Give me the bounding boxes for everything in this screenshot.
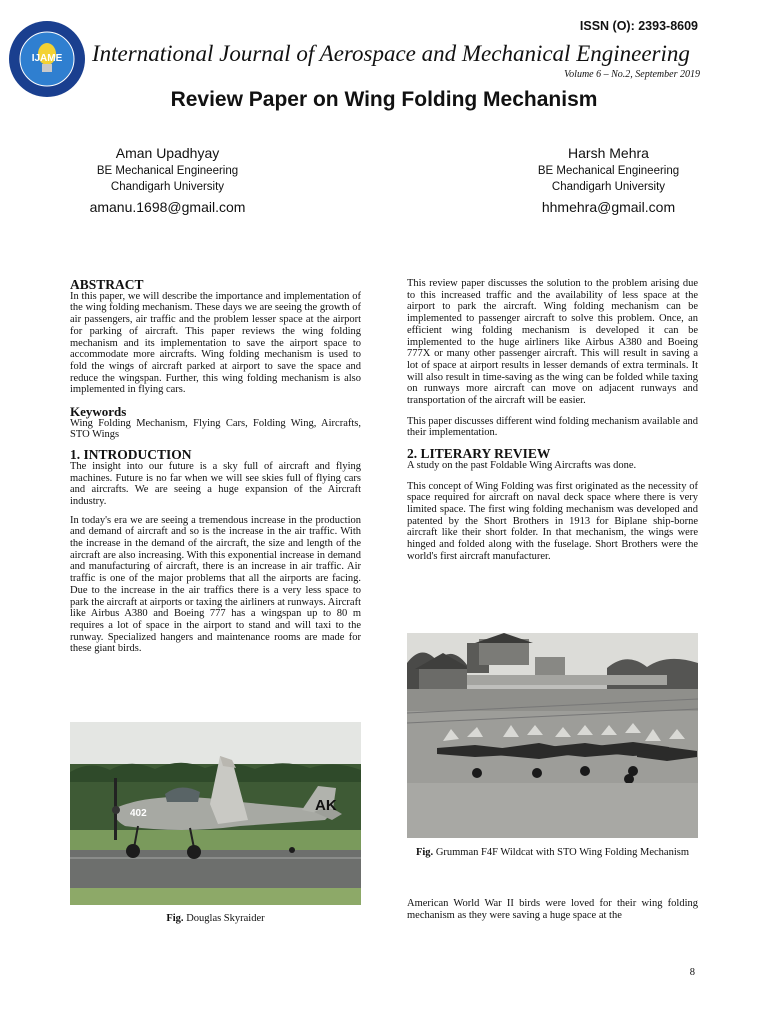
issn: ISSN (O): 2393-8609	[579, 19, 698, 33]
body-paragraph: American World War II birds were loved for their wing folding mechanism as they were saving a huge space at the	[407, 898, 698, 921]
keywords-heading: Keywords	[70, 404, 127, 420]
journal-logo	[8, 20, 86, 98]
body-paragraph: This paper discusses different wind folding mechanism available and their implementation.	[407, 415, 698, 439]
figure-label: Fig.	[166, 913, 184, 924]
nose-code: 402	[130, 808, 147, 819]
volume-info: Volume 6 – No.2, September 2019	[564, 69, 700, 80]
abstract-heading: ABSTRACT	[70, 277, 144, 292]
author-dept: BE Mechanical Engineering	[537, 165, 680, 177]
skyraider-photo	[70, 722, 361, 905]
keywords-text: Wing Folding Mechanism, Flying Cars, Folding Wing, Aircrafts, STO Wings	[70, 417, 361, 441]
literary-review-heading: 2. LITERARY REVIEW	[407, 446, 551, 462]
figure-caption-2	[407, 846, 698, 859]
figure-caption-text: Douglas Skyraider	[183, 913, 265, 924]
author-email[interactable]: hhmehra@gmail.com	[541, 199, 676, 215]
left-column	[70, 279, 361, 655]
author-university: Chandigarh University	[551, 181, 666, 193]
logo-text: IJAME	[31, 53, 63, 64]
author-2	[501, 145, 716, 215]
wildcat-photo	[407, 633, 698, 838]
figure-caption-text: Grumman F4F Wildcat with STO Wing Folding Mechanism	[433, 847, 690, 858]
figure-label: Fig.	[415, 847, 434, 858]
author-name: Aman Upadhyay	[115, 145, 220, 161]
figure-caption-1	[70, 912, 361, 925]
introduction-paragraph: The insight into our future is a sky full of aircraft and flying machines. Future is no far when we will see skies full of flying cars and aircrafts. We are seeing a huge expansion of the Aircraft industry.	[70, 460, 361, 507]
author-name: Harsh Mehra	[568, 145, 649, 161]
introduction-heading: 1. INTRODUCTION	[70, 447, 192, 463]
paper-title: Review Paper on Wing Folding Mechanism	[170, 88, 598, 111]
body-paragraph: This concept of Wing Folding was first originated as the necessity of space required for aircraft on naval deck space where there is very limited space. The first wing folding mechanism was developed and patented by the Short Brothers in 1913 for Biplane ship-borne aircraft like their short folder. In that mechanism, the wings were hinged and folded along with the fuselage. Short Brothers were the world's first aircraft manufacturer.	[407, 480, 698, 562]
body-paragraph: A study on the past Foldable Wing Aircrafts was done.	[407, 459, 637, 471]
author-university: Chandigarh University	[110, 181, 225, 193]
body-paragraph: This review paper discusses the solution to the problem arising due to this increased traffic and the availability of less space at the airport to park the aircraft. Wing folding mechanism can be implemented to passenger aircraft to solve this problem. Once, an efficient wing folding mechanism is developed it can be implemented to the huge airliners like Airbus A380 and Boeing 777X or many other passenger aircraft. This will result in saving a lot of space at airport results in lesser demands of extra terminals. It will also result in time-saving as the wing can be folded while taxing on runways more aircraft can move on adjacent runways and transportation of the aircraft will be easier.	[407, 278, 698, 407]
introduction-paragraph: In today's era we are seeing a tremendous increase in the production and demand of aircraft and so is the increase in the air traffic. With the increase in the demand of the aircraft, the size and length of the aircraft are also increasing. With this exponential increase in demand and manufacturing of aircraft, there is an increase in air traffic. Air traffic is one of the major problems that all the airports are facing. Due to the increase in the air traffics there is a very less space to park the aircraft at airports or taxing the airliners at runways. Aircraft like Airbus A380 and Boeing 777 has a wingspan up to 80 m requires a lot of space in the airport to stand and will taxi to the runway. Specialized hangers and maintenance rooms are made for these giant birds.	[70, 514, 361, 655]
page-number: 8	[689, 967, 695, 978]
right-column	[407, 278, 698, 562]
tail-code: AK	[315, 797, 337, 814]
author-1	[60, 145, 275, 215]
right-column-bottom	[407, 898, 698, 921]
abstract-text: In this paper, we will describe the importance and implementation of the wing folding mechanism. These days we are seeing the growth of air passengers, air traffic and the problem lesser space at the airport for parking of aircraft. This paper reviews the wing folding mechanism and its implementation to save the airport space to accommodate more aircrafts. Wing folding mechanism is used to fold the wings of aircraft parked at airport to save the space and reduce the wingspan. Further, this wing folding mechanism is also implemented in flying cars.	[70, 290, 361, 396]
author-email[interactable]: amanu.1698@gmail.com	[89, 199, 246, 215]
author-dept: BE Mechanical Engineering	[96, 165, 239, 177]
journal-title: International Journal of Aerospace and Mechanical Engineering	[92, 41, 690, 66]
